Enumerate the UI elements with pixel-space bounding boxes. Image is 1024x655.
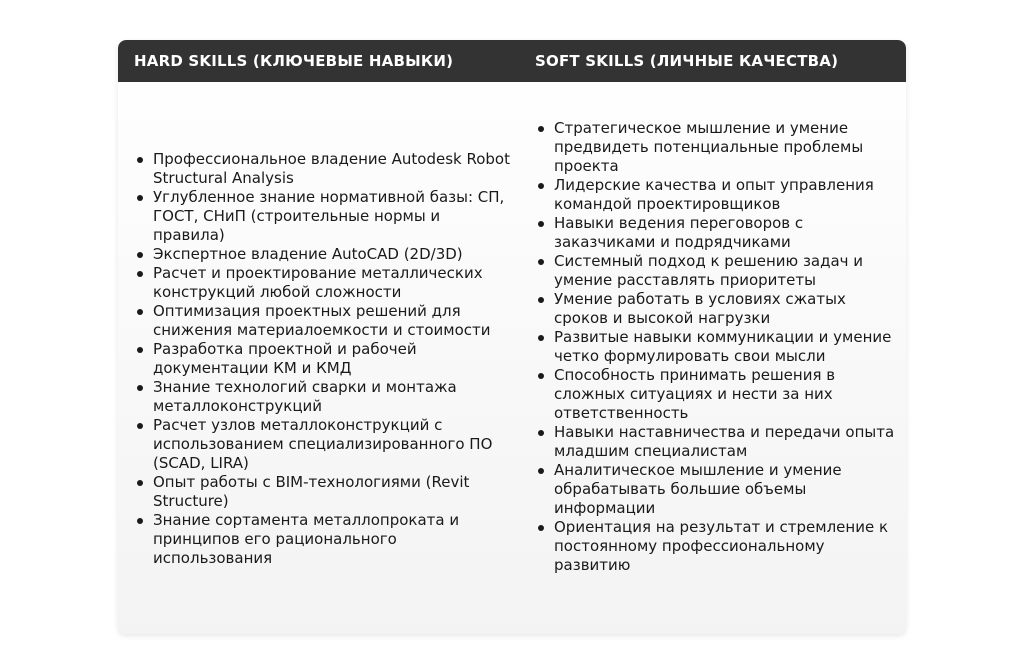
list-item-text: Аналитическое мышление и умение обрабатывать большие объемы информации xyxy=(554,460,842,517)
list-item-text: Развитые навыки коммуникации и умение четко формулировать свои мысли xyxy=(554,327,892,365)
bullet-icon xyxy=(538,126,544,132)
list-item-text: Лидерские качества и опыт управления командой проектировщиков xyxy=(554,175,874,213)
list-item xyxy=(134,340,516,378)
hard-skills-column xyxy=(134,82,516,634)
list-item-text: Умение работать в условиях сжатых сроков и высокой нагрузки xyxy=(554,289,846,327)
hard-skills-heading: HARD SKILLS (КЛЮЧЕВЫЕ НАВЫКИ) xyxy=(134,52,454,70)
list-item xyxy=(134,416,516,473)
bullet-icon xyxy=(137,480,143,486)
list-item xyxy=(535,518,895,575)
list-item xyxy=(134,378,516,416)
list-item-text: Ориентация на результат и стремление к постоянному профессиональному развитию xyxy=(554,517,889,574)
list-item xyxy=(535,366,895,423)
list-item-text: Углубленное знание нормативной базы: СП, ГОСТ, СНиП (строительные нормы и правила) xyxy=(153,188,505,244)
list-item xyxy=(535,176,895,214)
skills-table xyxy=(118,40,906,634)
list-item xyxy=(535,290,895,328)
list-item-text: Оптимизация проектных решений для снижения материалоемкости и стоимости xyxy=(153,302,491,339)
list-item xyxy=(134,188,516,245)
list-item-text: Навыки ведения переговоров с заказчиками и подрядчиками xyxy=(554,213,804,251)
soft-skills-heading: SOFT SKILLS (ЛИЧНЫЕ КАЧЕСТВА) xyxy=(535,52,839,70)
bullet-icon xyxy=(538,373,544,379)
list-item-text: Экспертное владение AutoCAD (2D/3D) xyxy=(153,245,463,263)
list-item xyxy=(535,328,895,366)
table-header xyxy=(118,40,906,82)
bullet-icon xyxy=(538,259,544,265)
list-item-text: Профессиональное владение Autodesk Robot Structural Analysis xyxy=(153,150,510,187)
list-item-text: Стратегическое мышление и умение предвидеть потенциальные проблемы проекта xyxy=(554,118,864,175)
bullet-icon xyxy=(538,183,544,189)
bullet-icon xyxy=(538,297,544,303)
list-item-text: Системный подход к решению задач и умение расставлять приоритеты xyxy=(554,251,864,289)
bullet-icon xyxy=(538,525,544,531)
list-item-text: Знание технологий сварки и монтажа металлоконструкций xyxy=(153,378,457,415)
list-item-text: Знание сортамента металлопроката и принципов его рационального использования xyxy=(153,511,460,567)
list-item xyxy=(134,511,516,568)
bullet-icon xyxy=(137,309,143,315)
list-item xyxy=(134,150,516,188)
hard-skills-list xyxy=(134,150,516,568)
bullet-icon xyxy=(137,195,143,201)
bullet-icon xyxy=(137,423,143,429)
bullet-icon xyxy=(137,347,143,353)
list-item xyxy=(134,245,516,264)
list-item xyxy=(134,264,516,302)
bullet-icon xyxy=(538,221,544,227)
list-item-text: Разработка проектной и рабочей документации КМ и КМД xyxy=(153,340,417,377)
bullet-icon xyxy=(137,518,143,524)
list-item xyxy=(535,252,895,290)
bullet-icon xyxy=(538,430,544,436)
list-item-text: Расчет узлов металлоконструкций с использованием специализированного ПО (SCAD, LIRA) xyxy=(153,416,493,472)
bullet-icon xyxy=(137,271,143,277)
list-item-text: Способность принимать решения в сложных ситуациях и нести за них ответственность xyxy=(554,365,836,422)
list-item-text: Опыт работы с BIM-технологиями (Revit Structure) xyxy=(153,473,470,510)
bullet-icon xyxy=(137,157,143,163)
list-item xyxy=(134,473,516,511)
bullet-icon xyxy=(538,468,544,474)
list-item-text: Расчет и проектирование металлических конструкций любой сложности xyxy=(153,264,483,301)
bullet-icon xyxy=(137,252,143,258)
list-item xyxy=(134,302,516,340)
soft-skills-list xyxy=(535,119,895,575)
list-item xyxy=(535,119,895,176)
bullet-icon xyxy=(137,385,143,391)
bullet-icon xyxy=(538,335,544,341)
list-item xyxy=(535,214,895,252)
soft-skills-column xyxy=(535,82,895,634)
list-item xyxy=(535,461,895,518)
list-item-text: Навыки наставничества и передачи опыта младшим специалистам xyxy=(554,422,895,460)
list-item xyxy=(535,423,895,461)
